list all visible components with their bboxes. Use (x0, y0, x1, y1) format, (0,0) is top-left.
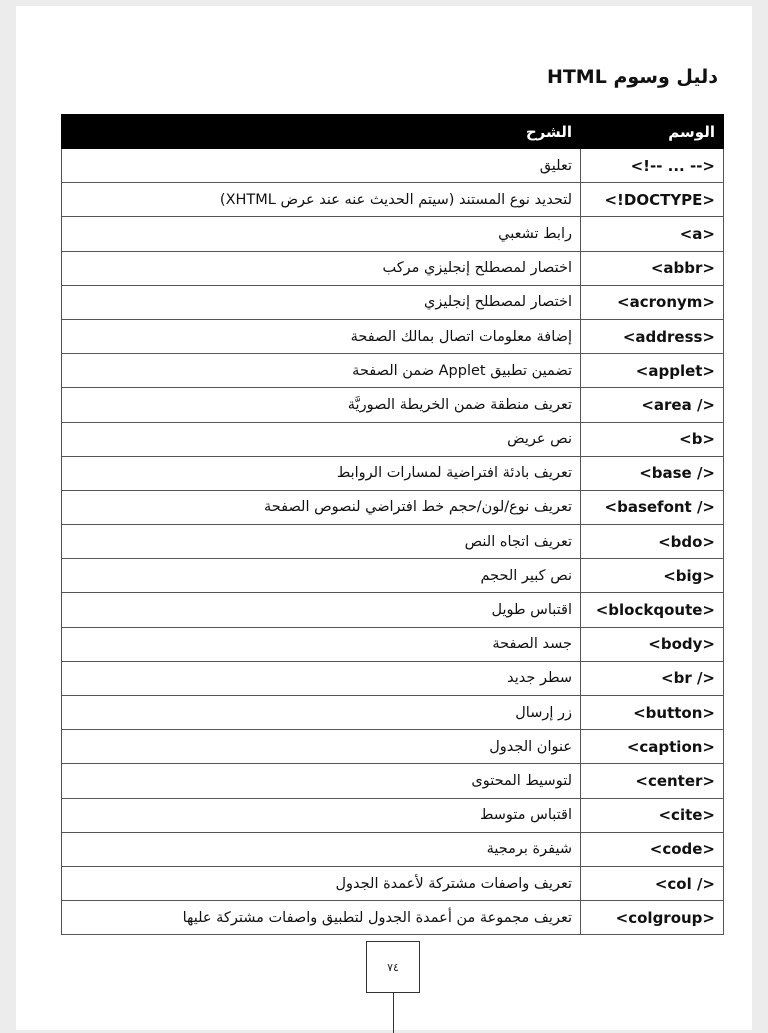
tag-cell: <caption> (581, 730, 724, 764)
tag-cell: <area /> (581, 388, 724, 422)
tag-cell: <base /> (581, 456, 724, 490)
table-row (62, 593, 724, 627)
table-body (62, 149, 724, 935)
table-header-row (62, 115, 724, 149)
table-row (62, 251, 724, 285)
page-title: دليل وسوم HTML (546, 66, 718, 88)
tag-cell: <center> (581, 764, 724, 798)
tag-cell: <b> (581, 422, 724, 456)
tag-cell: <button> (581, 696, 724, 730)
tag-cell: <blockqoute> (581, 593, 724, 627)
tag-cell: <bdo> (581, 525, 724, 559)
tag-cell: <!-- ... --> (581, 149, 724, 183)
table-row (62, 525, 724, 559)
description-cell: جسد الصفحة (62, 627, 581, 661)
tag-cell: <abbr> (581, 251, 724, 285)
tag-cell: <address> (581, 319, 724, 353)
table-row (62, 422, 724, 456)
tag-cell: <!DOCTYPE> (581, 183, 724, 217)
table-row (62, 490, 724, 524)
tag-cell: <acronym> (581, 285, 724, 319)
table-row (62, 832, 724, 866)
table-row (62, 798, 724, 832)
description-cell: تعريف واصفات مشتركة لأعمدة الجدول (62, 866, 581, 900)
description-cell: زر إرسال (62, 696, 581, 730)
table-row (62, 285, 724, 319)
description-cell: إضافة معلومات اتصال بمالك الصفحة (62, 319, 581, 353)
description-cell: اختصار لمصطلح إنجليزي مركب (62, 251, 581, 285)
description-cell: تعريف نوع/لون/حجم خط افتراضي لنصوص الصفحة (62, 490, 581, 524)
table-row (62, 456, 724, 490)
page-number: ٧٤ (366, 941, 420, 993)
html-tags-table (61, 114, 724, 935)
table-row (62, 764, 724, 798)
description-cell: سطر جديد (62, 661, 581, 695)
description-cell: شيفرة برمجية (62, 832, 581, 866)
tag-cell: <body> (581, 627, 724, 661)
document-page (16, 6, 752, 1030)
description-cell: اختصار لمصطلح إنجليزي (62, 285, 581, 319)
table-row (62, 319, 724, 353)
description-cell: عنوان الجدول (62, 730, 581, 764)
table-row (62, 696, 724, 730)
description-cell: اقتباس طويل (62, 593, 581, 627)
header-tag: الوسم (581, 115, 724, 149)
table-row (62, 183, 724, 217)
table-row (62, 149, 724, 183)
tag-cell: <col /> (581, 866, 724, 900)
table-row (62, 866, 724, 900)
table-row (62, 627, 724, 661)
tag-cell: <basefont /> (581, 490, 724, 524)
table-row (62, 730, 724, 764)
table-row (62, 901, 724, 935)
description-cell: اقتباس متوسط (62, 798, 581, 832)
page-number-connector (393, 993, 394, 1033)
table-row (62, 388, 724, 422)
tag-cell: <br /> (581, 661, 724, 695)
tag-cell: <code> (581, 832, 724, 866)
tag-cell: <big> (581, 559, 724, 593)
description-cell: تعريف منطقة ضمن الخريطة الصوريَّة (62, 388, 581, 422)
description-cell: نص كبير الحجم (62, 559, 581, 593)
description-cell: تعريف بادئة افتراضية لمسارات الروابط (62, 456, 581, 490)
tag-cell: <colgroup> (581, 901, 724, 935)
description-cell: رابط تشعبي (62, 217, 581, 251)
table-row (62, 559, 724, 593)
description-cell: تعريف اتجاه النص (62, 525, 581, 559)
description-cell: لتوسيط المحتوى (62, 764, 581, 798)
description-cell: تعليق (62, 149, 581, 183)
description-cell: نص عريض (62, 422, 581, 456)
description-cell: تضمين تطبيق Applet ضمن الصفحة (62, 354, 581, 388)
tag-cell: <cite> (581, 798, 724, 832)
table-row (62, 354, 724, 388)
tag-cell: <a> (581, 217, 724, 251)
header-description: الشرح (62, 115, 581, 149)
description-cell: تعريف مجموعة من أعمدة الجدول لتطبيق واصفات مشتركة عليها (62, 901, 581, 935)
table-row (62, 661, 724, 695)
tag-cell: <applet> (581, 354, 724, 388)
table-row (62, 217, 724, 251)
description-cell: لتحديد نوع المستند (سيتم الحديث عنه عند عرض XHTML) (62, 183, 581, 217)
